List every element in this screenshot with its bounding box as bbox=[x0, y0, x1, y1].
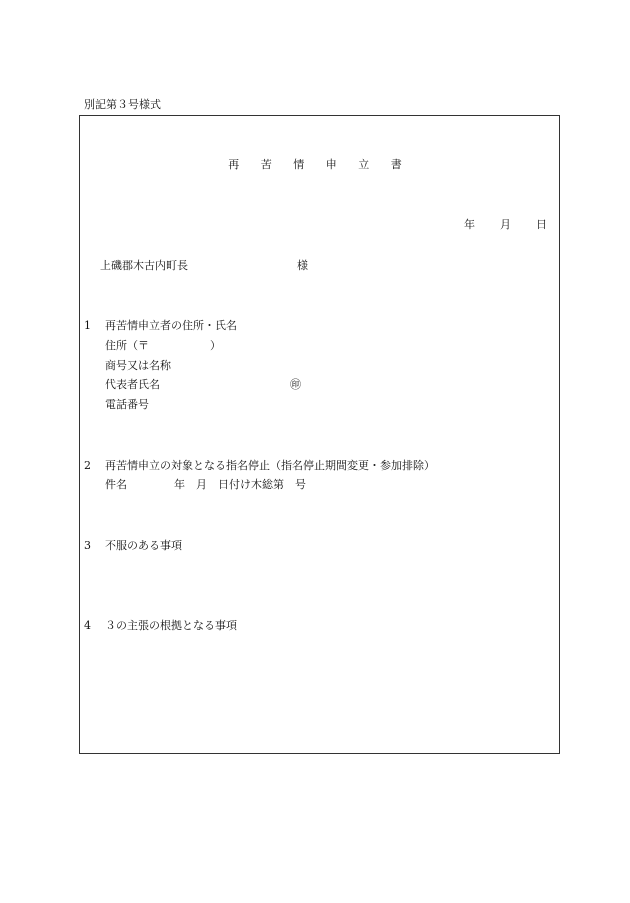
addressee: 上磯郡木古内町長 bbox=[100, 259, 188, 272]
section-3-number: 3 bbox=[84, 539, 91, 552]
company-name-label: 商号又は名称 bbox=[105, 359, 171, 372]
honorific: 様 bbox=[297, 259, 308, 272]
section-2-number: 2 bbox=[84, 459, 91, 472]
reference-date-line: 年 月 日付け木総第 号 bbox=[174, 478, 306, 491]
section-4-number: 4 bbox=[84, 619, 91, 632]
section-4-title: ３の主張の根拠となる事項 bbox=[105, 619, 237, 632]
form-label: 別記第３号様式 bbox=[84, 98, 161, 111]
representative-name-label: 代表者氏名 bbox=[105, 378, 160, 391]
date-line bbox=[464, 219, 547, 230]
section-1-title: 再苦情申立者の住所・氏名 bbox=[105, 319, 237, 332]
form-frame bbox=[79, 115, 560, 754]
subject-label: 件名 bbox=[105, 478, 127, 491]
section-1-number: 1 bbox=[84, 319, 91, 332]
date-year: 年 bbox=[464, 218, 475, 231]
document-title: 再 苦 情 申 立 書 bbox=[228, 158, 411, 171]
address-close-paren: ） bbox=[210, 339, 221, 352]
section-3-title: 不服のある事項 bbox=[105, 539, 182, 552]
date-month: 月 bbox=[500, 218, 511, 231]
date-day: 日 bbox=[536, 218, 547, 231]
phone-number-label: 電話番号 bbox=[105, 398, 149, 411]
address-label: 住所（〒 bbox=[105, 339, 149, 352]
section-2-title: 再苦情申立の対象となる指名停止（指名停止期間変更・参加排除） bbox=[105, 459, 435, 472]
seal-mark: ㊞ bbox=[290, 378, 301, 391]
